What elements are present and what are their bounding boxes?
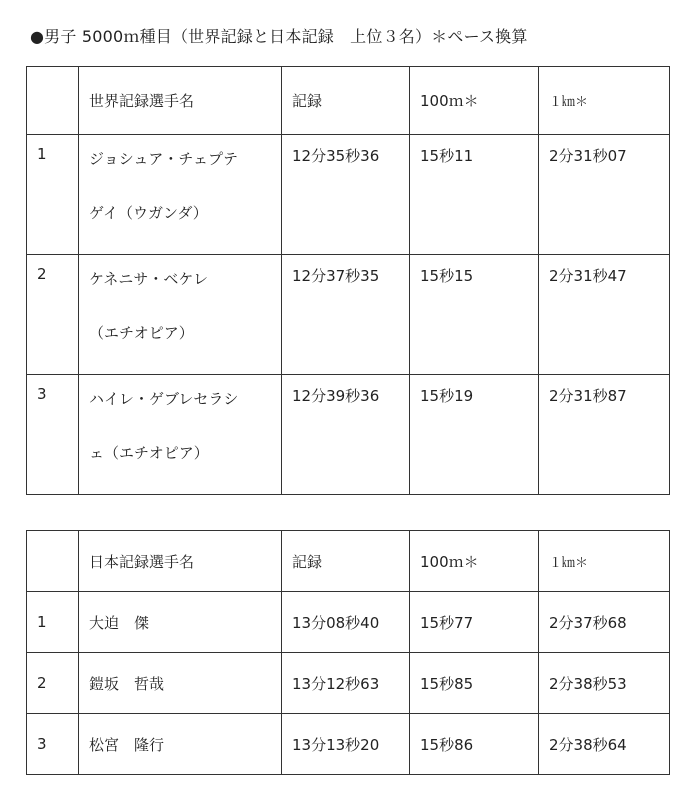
header-cell-record: 記録 (282, 67, 410, 135)
athlete-name-line: ジョシュア・チェプテ (89, 150, 238, 168)
table-row (27, 135, 670, 255)
pace-1km-cell: 2分31秒87 (539, 375, 670, 495)
table-row (27, 714, 670, 775)
athlete-name-line: （エチオピア） (89, 324, 194, 342)
athlete-name-line: ゲイ（ウガンダ） (89, 204, 208, 222)
athlete-name-cell: 大迫 傑 (79, 592, 282, 653)
pace-100m-cell: 15秒11 (410, 135, 539, 255)
rank-cell: 2 (27, 653, 79, 714)
header-cell-100m: 100ｍ＊ (410, 531, 539, 592)
pace-100m-cell: 15秒85 (410, 653, 539, 714)
record-cell: 12分37秒35 (282, 255, 410, 375)
pace-1km-cell: 2分31秒07 (539, 135, 670, 255)
header-cell-name: 世界記録選手名 (79, 67, 282, 135)
athlete-name-cell (79, 135, 282, 255)
athlete-name-cell: 松宮 隆行 (79, 714, 282, 775)
pace-100m-cell: 15秒77 (410, 592, 539, 653)
japan-record-table (26, 530, 670, 775)
header-cell-rank (27, 67, 79, 135)
athlete-name-line: ェ（エチオピア） (89, 444, 209, 462)
table-row (27, 255, 670, 375)
athlete-name-line: ケネニサ・ベケレ (89, 270, 209, 288)
pace-100m-cell: 15秒19 (410, 375, 539, 495)
table-row (27, 653, 670, 714)
header-cell-rank (27, 531, 79, 592)
rank-cell: 1 (27, 592, 79, 653)
world-record-table (26, 66, 670, 495)
athlete-name-cell: 鎧坂 哲哉 (79, 653, 282, 714)
rank-cell: 1 (27, 135, 79, 255)
record-cell: 13分13秒20 (282, 714, 410, 775)
table-row (27, 592, 670, 653)
pace-1km-cell: 2分38秒53 (539, 653, 670, 714)
athlete-name-cell (79, 255, 282, 375)
record-cell: 13分12秒63 (282, 653, 410, 714)
pace-1km-cell: 2分31秒47 (539, 255, 670, 375)
pace-1km-cell: 2分37秒68 (539, 592, 670, 653)
header-cell-record: 記録 (282, 531, 410, 592)
header-cell-1km: １㎞＊ (539, 531, 670, 592)
table-header-row (27, 531, 670, 592)
record-cell: 12分35秒36 (282, 135, 410, 255)
pace-100m-cell: 15秒86 (410, 714, 539, 775)
athlete-name-cell (79, 375, 282, 495)
header-cell-1km: １㎞＊ (539, 67, 670, 135)
table-header-row (27, 67, 670, 135)
record-cell: 12分39秒36 (282, 375, 410, 495)
rank-cell: 3 (27, 375, 79, 495)
table-row (27, 375, 670, 495)
pace-100m-cell: 15秒15 (410, 255, 539, 375)
header-cell-name: 日本記録選手名 (79, 531, 282, 592)
page-title: ●男子 5000ｍ種目（世界記録と日本記録 上位３名）＊ペース換算 (30, 27, 528, 46)
rank-cell: 2 (27, 255, 79, 375)
athlete-name-line: ハイレ・ゲブレセラシ (89, 390, 239, 408)
rank-cell: 3 (27, 714, 79, 775)
pace-1km-cell: 2分38秒64 (539, 714, 670, 775)
header-cell-100m: 100ｍ＊ (410, 67, 539, 135)
record-cell: 13分08秒40 (282, 592, 410, 653)
